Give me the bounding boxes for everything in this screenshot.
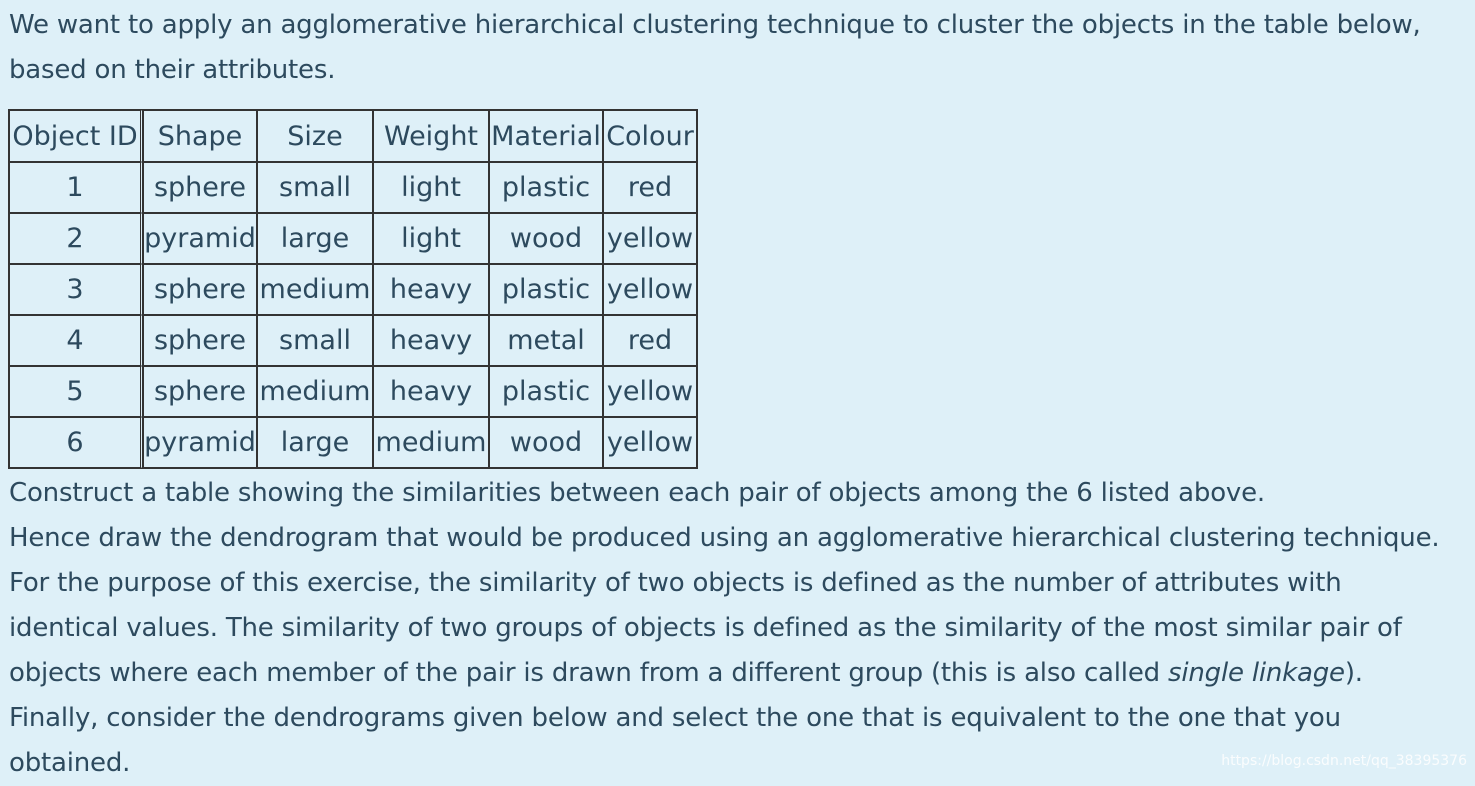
table-row [9, 315, 697, 366]
cell-material: plastic [489, 264, 603, 315]
cell-weight: light [373, 213, 489, 264]
body-line-2: Hence draw the dendrogram that would be produced using an agglomerative hierarchical clustering technique. [9, 523, 1440, 553]
body-line-3: For the purpose of this exercise, the similarity of two objects is defined as the number of attributes with [9, 568, 1342, 598]
body-line-4: identical values. The similarity of two groups of objects is defined as the similarity of the most similar pair of [9, 613, 1402, 643]
cell-weight: heavy [373, 366, 489, 417]
header-size: Size [257, 110, 373, 162]
cell-object-id: 4 [9, 315, 143, 366]
cell-size: medium [257, 366, 373, 417]
table-row [9, 162, 697, 213]
cell-object-id: 3 [9, 264, 143, 315]
cell-colour: yellow [603, 264, 697, 315]
cell-weight: medium [373, 417, 489, 468]
body-line-5-start: objects where each member of the pair is drawn from a different group (this is also called [9, 658, 1168, 688]
single-linkage-term: single linkage [1168, 658, 1345, 688]
cell-object-id: 6 [9, 417, 143, 468]
body-line-7: obtained. [9, 748, 131, 778]
header-weight: Weight [373, 110, 489, 162]
header-object-id: Object ID [9, 110, 143, 162]
cell-shape: sphere [143, 315, 257, 366]
cell-size: medium [257, 264, 373, 315]
cell-weight: light [373, 162, 489, 213]
cell-shape: sphere [143, 162, 257, 213]
table-row [9, 366, 697, 417]
header-colour: Colour [603, 110, 697, 162]
body-line-5 [9, 651, 1475, 696]
cell-colour: yellow [603, 366, 697, 417]
body-line-6: Finally, consider the dendrograms given below and select the one that is equivalent to the one that you [9, 703, 1341, 733]
table-header-row [9, 110, 697, 162]
cell-object-id: 1 [9, 162, 143, 213]
cell-shape: sphere [143, 264, 257, 315]
cell-weight: heavy [373, 315, 489, 366]
cell-colour: red [603, 162, 697, 213]
cell-material: wood [489, 213, 603, 264]
cell-weight: heavy [373, 264, 489, 315]
objects-table [8, 109, 698, 469]
cell-shape: sphere [143, 366, 257, 417]
cell-colour: red [603, 315, 697, 366]
cell-material: plastic [489, 366, 603, 417]
cell-object-id: 5 [9, 366, 143, 417]
watermark-url: https://blog.csdn.net/qq_38395376 [1221, 753, 1467, 769]
document-page [9, 0, 1475, 786]
cell-size: small [257, 315, 373, 366]
intro-line-1: We want to apply an agglomerative hierarchical clustering technique to cluster the objects in the table below, [9, 10, 1421, 40]
cell-shape: pyramid [143, 213, 257, 264]
cell-shape: pyramid [143, 417, 257, 468]
cell-size: large [257, 417, 373, 468]
cell-material: metal [489, 315, 603, 366]
cell-colour: yellow [603, 213, 697, 264]
table-row [9, 213, 697, 264]
table-row [9, 417, 697, 468]
cell-size: large [257, 213, 373, 264]
cell-colour: yellow [603, 417, 697, 468]
intro-line-2: based on their attributes. [9, 55, 336, 85]
table-row [9, 264, 697, 315]
header-shape: Shape [143, 110, 257, 162]
body-line-5-end: ). [1344, 658, 1363, 688]
cell-material: wood [489, 417, 603, 468]
body-line-1: Construct a table showing the similarities between each pair of objects among the 6 listed above. [9, 478, 1265, 508]
cell-size: small [257, 162, 373, 213]
cell-object-id: 2 [9, 213, 143, 264]
cell-material: plastic [489, 162, 603, 213]
header-material: Material [489, 110, 603, 162]
